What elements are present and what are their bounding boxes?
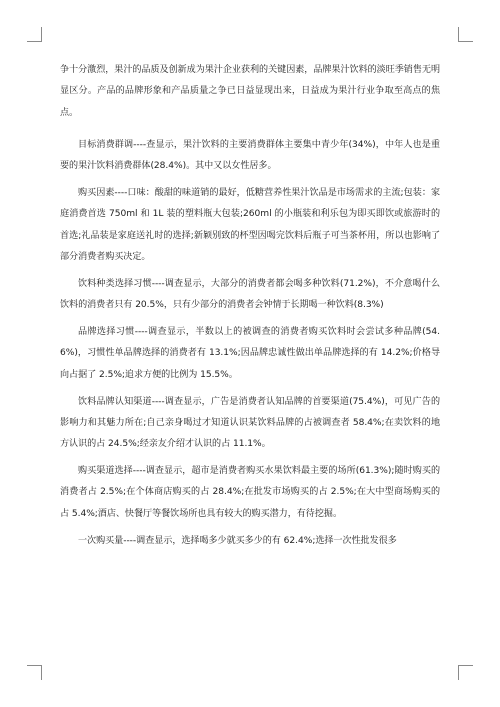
crop-mark-bottom-left [27, 665, 42, 680]
paragraph-purchase-factors: 购买因素----口味：酸甜的味道销的最好，低糖营养性果汁饮品是市场需求的主流;包装：家庭消费首选 750ml 和 1L 装的塑料瓶大包装;260ml 的小瓶装和利乐包为即买即饮或旅游时的首选;礼品装是家庭送礼时的选择;新颖别致的杯型因喝完饮料后瓶子可当茶杯用，所以也影响了部分消费者购买决定。 [60, 188, 440, 262]
paragraph-beverage-type-habits: 饮料种类选择习惯----调查显示，大部分的消费者都会喝多种饮料(71.2%)，不介意喝什么饮料的消费者只有 20.5%，只有少部分的消费者会钟情于长期喝一种饮料(8.3%) [60, 278, 440, 311]
paragraph-purchase-channels: 购买渠道选择----调查显示，超市是消费者购买水果饮料最主要的场所(61.3%);随时购买的消费者占 2.5%;在个体商店购买的占 28.4%;在批发市场购买的占 2.5%;在大中型商场购买的占 5.4%;酒店、快餐厅等餐饮场所也具有较大的购买潜力，有待挖掘。 [60, 466, 440, 519]
crop-mark-top-right [458, 27, 473, 42]
paragraph-purchase-quantity: 一次购买量----调查显示，选择喝多少就买多少的有 62.4%;选择一次性批发很多 [78, 535, 397, 546]
paragraph-continuation: 争十分激烈，果汁的品质及创新成为果汁企业获利的关键因素，品牌果汁饮料的淡旺季销售无明显区分。产品的品牌形象和产品质量之争已日益显现出来，日益成为果汁行业争取至高点的焦点。 [60, 65, 440, 118]
paragraph-brand-awareness-channels: 饮料品牌认知渠道----调查显示，广告是消费者认知品牌的首要渠道(75.4%)，可见广告的影响力和其魅力所在;自己亲身喝过才知道认识某饮料品牌的占被调查者 58.4%;在卖饮料的地方认识的占 24.5%;经亲友介绍才认识的占 11.1%。 [60, 396, 440, 450]
paragraph-brand-choice-habits: 品牌选择习惯----调查显示，半数以上的被调查的消费者购买饮料时会尝试多种品牌(54.6%)，习惯性单品牌选择的消费者有 13.1%;因品牌忠诚性做出单品牌选择的有 14.2%;价格导向占据了 2.5%;追求方便的比例为 15.5%。 [60, 327, 440, 380]
document-body [60, 60, 440, 557]
crop-mark-top-left [27, 27, 42, 42]
crop-mark-bottom-right [458, 665, 473, 680]
paragraph-target-consumers: 目标消费群调----查显示，果汁饮料的主要消费群体主要集中青少年(34%)，中年人也是重要的果汁饮料消费群体(28.4%)。其中又以女性居多。 [60, 139, 440, 172]
